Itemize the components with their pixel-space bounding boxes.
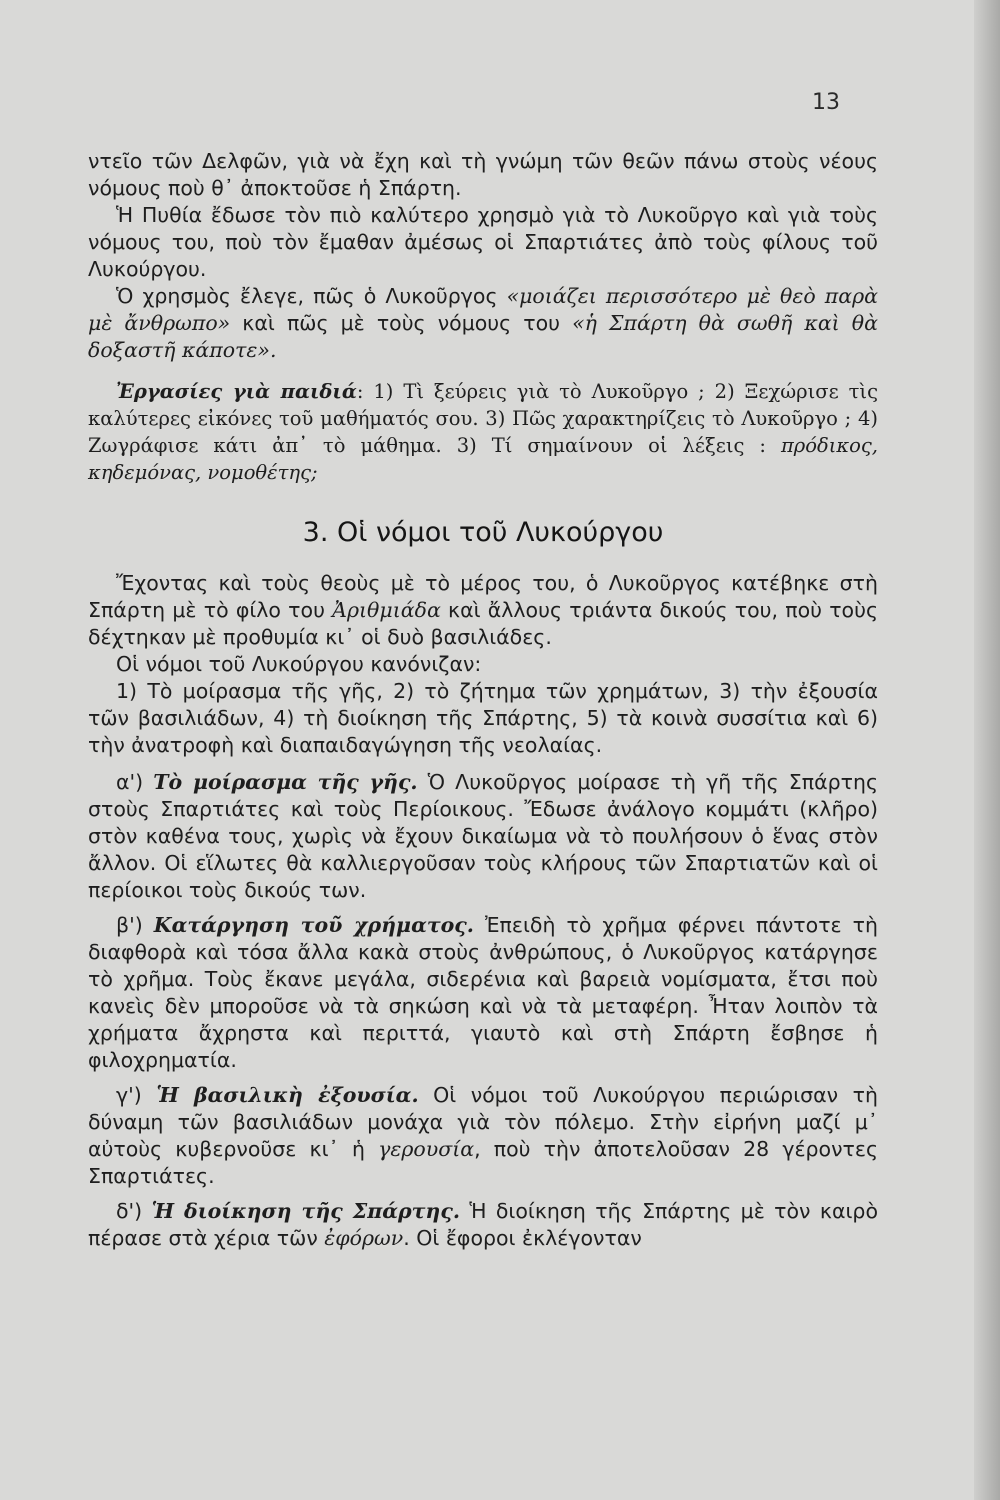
subsection-heading: Ἡ διοίκηση τῆς Σπάρτης. [151,1199,460,1223]
main-text: Ἔχοντας καὶ τοὺς θεοὺς μὲ τὸ μέρος του, ὁ Λυκοῦργος κατέβηκε στὴ Σπάρτη μὲ τὸ φίλο του [88,571,878,622]
subsection-heading: Κατάργηση τοῦ χρήματος. [153,913,474,937]
page-number: 13 [812,90,840,115]
subsection-marker: δ') [116,1199,143,1223]
ephors-term: ἐφόρων [324,1226,404,1250]
oracle-text: Ὁ χρησμὸς ἔλεγε, πῶς ὁ Λυκοῦργος [116,284,507,308]
intro-paragraph-1: ντεῖο τῶν Δελφῶν, γιὰ νὰ ἔχη καὶ τὴ γνώμη τῶν θεῶν πάνω στοὺς νέους νόμους ποὺ θ᾽ ἀποκτοῦσε ἡ Σπάρτη. [88,149,878,200]
gerousia-term: γερουσία [378,1137,475,1161]
subsection-administration [88,1198,878,1252]
subsection-text-2: . Οἱ ἔφοροι ἐκλέγονταν [403,1226,642,1250]
arithmiadas-name: Ἀριθμιάδα [332,598,441,622]
exercises-label: Ἐργασίες γιὰ παιδιά [116,380,357,403]
oracle-quote-2: «ἡ Σπάρτη θὰ σωθῆ καὶ θὰ δοξαστῆ κάποτε». [88,311,878,362]
oracle-text-2: καὶ πῶς μὲ τοὺς νόμους του [230,311,573,335]
section-title: 3. Οἱ νόμοι τοῦ Λυκούργου [302,517,664,548]
exercises-paragraph [88,378,878,486]
subsection-marker: α') [116,770,144,794]
subsection-text: Οἱ νόμοι τοῦ Λυκούργου περιώρισαν τὴ δύναμη τῶν βασιλιάδων μονάχα γιὰ τὸν πόλεμο. Στὴν εἰρήνη μαζί μ᾽ αὐτοὺς κυβερνοῦσε κι᾽ ἡ [88,1083,878,1161]
page-body [88,148,878,1252]
subsection-money [88,912,878,1074]
main-text-2: καὶ ἄλλους τριάντα δικούς του, ποὺ τοὺς δέχτηκαν μὲ προθυμία κι᾽ οἱ δυὸ βασιλιάδες. [88,598,878,649]
exercises-words: πρόδικος, κηδεμόνας, νομοθέτης; [88,434,878,484]
subsection-heading: Τὸ μοίρασμα τῆς γῆς. [153,770,418,794]
subsection-text: Ἐπειδὴ τὸ χρῆμα φέρνει πάντοτε τὴ διαφθορὰ καὶ τόσα ἄλλα κακὰ στοὺς ἀνθρώπους, ὁ Λυκοῦργος κατάργησε τὸ χρῆμα. Τοὺς ἔκανε μεγάλα, σιδερένια καὶ βαρειὰ νομίσματα, ἔτσι ποὺ κανεὶς δὲν μποροῦσε νὰ τὰ σηκώση καὶ νὰ τὰ μεταφέρη. Ἦταν λοιπὸν τὰ χρήματα ἄχρηστα καὶ περιττά, γιαυτὸ καὶ στὴ Σπάρτη ἔσβησε ἡ φιλοχρηματία. [88,913,878,1072]
page-edge-shadow [974,0,1000,1500]
main-paragraph-1 [88,570,878,651]
subsection-text: Ἡ διοίκηση τῆς Σπάρτης μὲ τὸν καιρὸ πέρασε στὰ χέρια τῶν [88,1199,878,1250]
main-paragraph-3: 1) Τὸ μοίρασμα τῆς γῆς, 2) τὸ ζήτημα τῶν χρημάτων, 3) τὴν ἐξουσία τῶν βασιλιάδων, 4) τὴ διοίκηση τῆς Σπάρτης, 5) τὰ κοινὰ συσσίτια καὶ 6) τὴν ἀνατροφὴ καὶ διαπαιδαγώγηση τῆς νεολαίας. [88,679,878,757]
subsection-heading: Ἡ βασιλικὴ ἐξουσία. [156,1083,419,1107]
subsection-marker: γ') [116,1083,142,1107]
subsection-land [88,769,878,904]
subsection-text-2: , ποὺ τὴν ἀποτελοῦσαν 28 γέροντες Σπαρτιάτες. [88,1137,879,1188]
subsection-marker: β') [116,913,143,937]
subsection-text: Ὁ Λυκοῦργος μοίρασε τὴ γῆ τῆς Σπάρτης στοὺς Σπαρτιάτες καὶ τοὺς Περίοικους. Ἔδωσε ἀνάλογο κομμάτι (κλῆρο) στὸν καθένα τους, χωρὶς νὰ ἔχουν δικαίωμα νὰ τὸ πουλήσουν ὁ ἕνας στὸν ἄλλον. Οἱ εἵλωτες θὰ καλλιεργοῦσαν τοὺς κλήρους τῶν Σπαρτιατῶν καὶ οἱ περίοικοι τοὺς δικούς των. [88,770,878,902]
main-paragraph-2: Οἱ νόμοι τοῦ Λυκούργου κανόνιζαν: [116,652,482,676]
subsection-royal-power [88,1082,878,1190]
oracle-quote-1: «μοιάζει περισσότερο μὲ θεὸ παρὰ μὲ ἄνθρωπο» [88,284,878,335]
intro-paragraph-3 [88,283,878,364]
intro-paragraph-2: Ἡ Πυθία ἔδωσε τὸν πιὸ καλύτερο χρησμὸ γιὰ τὸ Λυκοῦργο καὶ γιὰ τοὺς νόμους του, ποὺ τὸν ἔμαθαν ἀμέσως οἱ Σπαρτιάτες ἀπὸ τοὺς φίλους τοῦ Λυκούργου. [88,203,878,281]
exercises-text: : 1) Τὶ ξεύρεις γιὰ τὸ Λυκοῦργο ; 2) Ξεχώρισε τὶς καλύτερες εἰκόνες τοῦ μαθήματός σου. 3) Πῶς χαρακτηρίζεις τὸ Λυκοῦργο ; 4) Ζωγράφισε κάτι ἀπ᾽ τὸ μάθημα. 3) Τί σημαίνουν οἱ λέξεις : [88,380,878,457]
